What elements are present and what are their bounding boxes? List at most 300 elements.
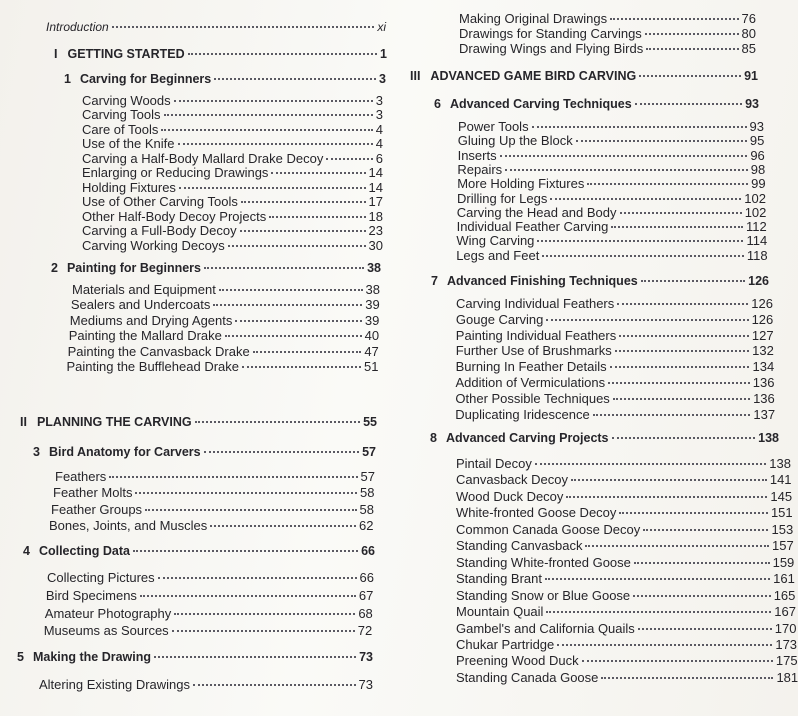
dot-leader [269, 216, 365, 218]
dot-leader [135, 492, 357, 494]
entry-page: 153 [771, 521, 794, 537]
toc-entry [459, 27, 756, 40]
dot-leader [608, 382, 750, 384]
dot-leader [228, 245, 366, 247]
dot-leader [178, 143, 373, 145]
dot-leader [214, 78, 376, 80]
toc-entry [47, 571, 374, 584]
toc-intro-title: Introduction [46, 20, 109, 34]
chapter-page: 38 [367, 261, 381, 275]
entry-title: Painting the Bufflehead Drake [66, 359, 239, 374]
entry-title: White-fronted Goose Decoy [456, 505, 617, 521]
entry-page: 112 [746, 219, 767, 235]
entry-title: Standing Canvasback [456, 538, 583, 554]
entry-title: Carving the Head and Body [456, 204, 617, 220]
toc-chapter-6 [434, 98, 759, 111]
dot-leader [611, 226, 743, 228]
toc-entry [67, 360, 379, 373]
entry-title: Standing Snow or Blue Goose [456, 587, 631, 603]
chapter-title: Bird Anatomy for Carvers [48, 445, 201, 459]
entry-title: Wood Duck Decoy [456, 488, 564, 504]
entry-page: 141 [769, 472, 792, 488]
entry-page: 58 [360, 485, 375, 501]
chapter-number: 1 [64, 72, 71, 86]
chapter-number: 5 [17, 650, 24, 664]
toc-entry [456, 605, 796, 618]
chapter-number: 3 [33, 445, 40, 459]
toc-entry [459, 42, 756, 55]
part-number: I [54, 47, 58, 61]
dot-leader [610, 366, 750, 368]
toc-entry [82, 152, 383, 165]
entry-title: Bird Specimens [45, 587, 137, 603]
entry-page: 145 [770, 488, 793, 504]
toc-chapter-8 [430, 432, 779, 445]
toc-entry [456, 671, 798, 684]
entry-title: Standing Brant [456, 571, 543, 587]
entry-title: Carving Individual Feathers [456, 296, 615, 311]
part-title: GETTING STARTED [67, 47, 185, 61]
dot-leader [610, 18, 738, 20]
entry-page: 181 [776, 669, 798, 685]
dot-leader [133, 550, 358, 552]
toc-chapter-3 [33, 446, 376, 459]
entry-page: 136 [752, 375, 775, 390]
dot-leader [566, 496, 767, 498]
toc-entry [82, 181, 383, 194]
entry-page: 126 [751, 296, 773, 311]
entry-page: 93 [749, 119, 764, 134]
entry-title: Other Half-Body Decoy Projects [82, 208, 267, 224]
entry-page: 67 [358, 587, 374, 603]
entry-title: Other Possible Techniques [455, 390, 610, 406]
chapter-number: 2 [51, 261, 58, 275]
entry-title: Bones, Joints, and Muscles [49, 517, 208, 533]
toc-entry [51, 503, 374, 516]
dot-leader [615, 350, 749, 352]
entry-title: Standing White-fronted Goose [456, 554, 631, 570]
entry-title: Drawing Wings and Flying Birds [459, 41, 644, 57]
entry-title: Legs and Feet [456, 247, 540, 263]
entry-title: Feather Molts [53, 485, 133, 501]
entry-title: Pintail Decoy [456, 456, 532, 471]
toc-entry [456, 490, 792, 503]
toc-entry [82, 166, 383, 179]
entry-page: 4 [375, 136, 383, 152]
dot-leader [210, 525, 356, 527]
entry-page: 85 [741, 41, 756, 57]
entry-title: Painting the Mallard Drake [68, 328, 222, 344]
dot-leader [271, 172, 365, 174]
dot-leader [174, 100, 373, 102]
entry-page: 96 [750, 147, 765, 163]
entry-title: Burning In Feather Details [455, 359, 607, 375]
dot-leader [240, 230, 366, 232]
entry-page: 30 [368, 237, 383, 253]
toc-entry [456, 249, 767, 262]
dot-leader [158, 577, 357, 579]
entry-title: Amateur Photography [44, 605, 172, 621]
entry-title: Museums as Sources [43, 623, 169, 639]
toc-entry [456, 539, 794, 552]
dot-leader [542, 255, 744, 257]
dot-leader [537, 240, 743, 242]
dot-leader [646, 48, 738, 50]
toc-entry [71, 298, 380, 311]
toc-entry [82, 137, 383, 150]
entry-title: Duplicating Iridescence [455, 406, 590, 422]
toc-part-3 [410, 70, 758, 83]
dot-leader [620, 212, 742, 214]
entry-page: 134 [752, 359, 775, 375]
dot-leader [204, 267, 364, 269]
entry-page: 72 [357, 623, 373, 639]
toc-entry [70, 314, 380, 327]
entry-title: Feather Groups [51, 501, 143, 517]
entry-page: 17 [368, 194, 383, 210]
entry-page: 138 [769, 456, 791, 471]
entry-title: Care of Tools [82, 121, 159, 137]
entry-page: 58 [359, 501, 374, 517]
dot-leader [571, 479, 767, 481]
entry-page: 4 [375, 121, 383, 137]
toc-entry [456, 572, 795, 585]
entry-page: 157 [772, 538, 794, 554]
dot-leader [619, 512, 768, 514]
chapter-number: 4 [23, 544, 30, 558]
entry-title: Enlarging or Reducing Drawings [82, 165, 269, 181]
dot-leader [601, 677, 773, 679]
dot-leader [546, 319, 748, 321]
part-number: III [410, 69, 421, 83]
dot-leader [253, 351, 362, 353]
entry-page: 23 [368, 223, 383, 239]
entry-title: Standing Canada Goose [456, 669, 599, 685]
part-page: 55 [363, 415, 377, 429]
dot-leader [140, 595, 356, 597]
toc-entry [456, 329, 774, 342]
toc-entry [55, 470, 375, 483]
entry-title: Altering Existing Drawings [39, 677, 191, 692]
toc-entry [456, 654, 798, 667]
dot-leader [161, 129, 372, 131]
entry-title: Use of Other Carving Tools [82, 194, 238, 210]
entry-title: Painting Individual Feathers [455, 327, 617, 343]
entry-title: Painting the Canvasback Drake [67, 343, 250, 359]
entry-page: 132 [752, 343, 774, 359]
entry-page: 3 [375, 107, 383, 123]
dot-leader [593, 414, 751, 416]
toc-entry [458, 120, 764, 133]
entry-page: 40 [364, 328, 380, 344]
toc-entry [456, 638, 797, 651]
entry-page: 39 [365, 297, 380, 313]
entry-page: 66 [359, 570, 374, 585]
part-title: ADVANCED GAME BIRD CARVING [430, 69, 637, 83]
dot-leader [204, 451, 359, 453]
entry-title: Gambel's and California Quails [456, 620, 635, 636]
entry-title: Carving Tools [82, 107, 161, 123]
entry-title: Holding Fixtures [82, 179, 176, 195]
entry-page: 118 [746, 247, 768, 263]
dot-leader [635, 103, 742, 105]
entry-page: 73 [358, 677, 373, 692]
dot-leader [612, 437, 756, 439]
chapter-page: 57 [362, 445, 376, 459]
entry-title: Feathers [55, 469, 107, 484]
toc-intro [46, 21, 386, 33]
toc-entry [82, 239, 383, 252]
entry-page: 80 [741, 26, 756, 42]
toc-part-1 [54, 48, 387, 61]
entry-title: Collecting Pictures [47, 570, 155, 585]
dot-leader [213, 304, 362, 306]
chapter-page: 126 [748, 274, 769, 288]
dot-leader [557, 644, 772, 646]
entry-page: 39 [364, 312, 380, 328]
dot-leader [500, 155, 748, 157]
dot-leader [109, 476, 357, 478]
dot-leader [587, 183, 748, 185]
entry-page: 167 [774, 604, 796, 620]
chapter-title: Collecting Data [38, 544, 130, 558]
toc-entry [455, 408, 775, 421]
dot-leader [535, 463, 766, 465]
chapter-page: 138 [758, 431, 779, 445]
toc-entry [458, 134, 765, 147]
entry-page: 165 [773, 587, 796, 603]
toc-entry [456, 523, 793, 536]
entry-title: Carving a Half-Body Mallard Drake Decoy [82, 150, 324, 166]
toc-entry [456, 506, 793, 519]
entry-page: 6 [375, 150, 383, 166]
dot-leader [179, 187, 366, 189]
entry-page: 38 [365, 282, 380, 297]
entry-title: Sealers and Undercoats [70, 297, 211, 313]
entry-title: Carving a Full-Body Decoy [82, 223, 237, 239]
chapter-number: 7 [431, 274, 438, 288]
part-page: 91 [744, 69, 758, 83]
toc-entry [44, 624, 373, 637]
entry-page: 170 [774, 620, 797, 636]
toc-entry [45, 607, 373, 620]
dot-leader [619, 335, 749, 337]
toc-entry [39, 678, 373, 691]
dot-leader [164, 114, 373, 116]
dot-leader [174, 613, 355, 615]
entry-title: Gouge Carving [455, 311, 544, 327]
toc-entry [456, 457, 791, 470]
entry-title: Common Canada Goose Decoy [456, 521, 641, 537]
entry-title: Materials and Equipment [72, 282, 216, 297]
chapter-title: Advanced Carving Projects [445, 431, 609, 445]
dot-leader [193, 684, 356, 686]
toc-entry [457, 220, 767, 233]
entry-page: 127 [751, 327, 774, 343]
dot-leader [219, 289, 363, 291]
dot-leader [582, 660, 773, 662]
dot-leader [634, 562, 770, 564]
toc-entry [456, 622, 797, 635]
toc-entry [457, 163, 765, 176]
entry-page: 18 [368, 208, 383, 224]
entry-title: Individual Feather Carving [456, 219, 609, 235]
entry-title: Carving Woods [82, 93, 171, 108]
entry-title: Addition of Vermiculations [455, 375, 606, 390]
toc-entry [82, 123, 383, 136]
entry-title: Gluing Up the Block [457, 133, 573, 149]
entry-title: Power Tools [458, 119, 529, 134]
entry-page: 14 [368, 179, 383, 195]
entry-page: 175 [775, 653, 798, 669]
toc-intro-page: xi [377, 20, 386, 34]
entry-title: More Holding Fixtures [457, 176, 585, 192]
toc-entry [456, 556, 794, 569]
toc-entry [82, 210, 383, 223]
chapter-number: 8 [430, 431, 437, 445]
toc-entry [457, 192, 766, 205]
toc-entry [459, 12, 756, 25]
dot-leader [195, 421, 361, 423]
toc-chapter-5 [17, 651, 373, 664]
dot-leader [505, 169, 748, 171]
dot-leader [643, 529, 768, 531]
dot-leader [241, 201, 366, 203]
toc-entry [49, 519, 374, 532]
toc-chapter-1 [64, 73, 386, 86]
dot-leader [172, 630, 355, 632]
dot-leader [613, 398, 750, 400]
toc-entry [82, 108, 383, 121]
entry-title: Carving Working Decoys [82, 237, 225, 253]
toc-entry [456, 589, 795, 602]
toc-entry [53, 486, 375, 499]
toc-entry [46, 589, 374, 602]
entry-page: 62 [359, 517, 374, 533]
entry-page: 51 [364, 359, 379, 374]
dot-leader [546, 611, 771, 613]
entry-title: Chukar Partridge [456, 636, 555, 652]
dot-leader [545, 578, 770, 580]
entry-page: 68 [358, 605, 373, 621]
dot-leader [188, 53, 377, 55]
dot-leader [641, 280, 745, 282]
dot-leader [145, 509, 356, 511]
chapter-page: 93 [745, 97, 759, 111]
dot-leader [585, 545, 769, 547]
chapter-title: Advanced Carving Techniques [449, 97, 632, 111]
dot-leader [633, 595, 771, 597]
entry-page: 99 [751, 176, 766, 192]
toc-entry [456, 376, 775, 389]
toc-chapter-7 [431, 275, 769, 288]
toc-entry [456, 360, 775, 373]
dot-leader [112, 26, 375, 28]
toc-entry [456, 344, 774, 357]
entry-title: Repairs [457, 161, 503, 177]
chapter-page: 66 [361, 544, 375, 558]
entry-page: 102 [744, 204, 767, 220]
dot-leader [154, 656, 356, 658]
toc-entry [69, 329, 379, 342]
toc-entry [68, 345, 379, 358]
dot-leader [639, 75, 741, 77]
entry-title: Further Use of Brushmarks [455, 343, 612, 359]
toc-entry [456, 297, 773, 310]
entry-page: 137 [753, 406, 776, 422]
chapter-number: 6 [434, 97, 441, 111]
part-page: 1 [380, 47, 387, 61]
chapter-title: Carving for Beginners [79, 72, 212, 86]
entry-page: 126 [751, 311, 774, 327]
chapter-page: 73 [359, 650, 373, 664]
entry-title: Wing Carving [456, 233, 535, 249]
entry-page: 3 [375, 93, 383, 108]
entry-page: 151 [770, 505, 793, 521]
toc-entry [458, 149, 765, 162]
dot-leader [576, 140, 747, 142]
entry-title: Mediums and Drying Agents [69, 312, 233, 328]
toc-entry [457, 206, 767, 219]
dot-leader [550, 198, 741, 200]
entry-page: 161 [773, 571, 795, 587]
entry-page: 76 [741, 11, 756, 26]
entry-page: 136 [753, 390, 775, 406]
entry-title: Canvasback Decoy [456, 472, 568, 488]
dot-leader [532, 126, 747, 128]
entry-page: 47 [364, 343, 379, 359]
toc-entry [456, 313, 773, 326]
toc-entry [72, 283, 380, 296]
dot-leader [617, 303, 748, 305]
entry-page: 14 [368, 165, 383, 181]
entry-title: Mountain Quail [456, 604, 544, 620]
entry-title: Preening Wood Duck [456, 653, 579, 669]
part-title: PLANNING THE CARVING [36, 415, 192, 429]
toc-chapter-2 [51, 262, 381, 275]
dot-leader [638, 628, 772, 630]
entry-page: 173 [775, 636, 798, 652]
toc-chapter-4 [23, 545, 375, 558]
dot-leader [326, 158, 372, 160]
entry-page: 159 [772, 554, 795, 570]
dot-leader [225, 335, 362, 337]
dot-leader [235, 320, 362, 322]
entry-title: Use of the Knife [82, 136, 175, 152]
toc-entry [82, 195, 383, 208]
toc-entry [457, 177, 765, 190]
entry-page: 95 [749, 133, 765, 149]
entry-page: 57 [360, 469, 375, 484]
toc-entry [456, 234, 767, 247]
entry-title: Drawings for Standing Carvings [459, 26, 642, 42]
entry-title: Inserts [457, 147, 497, 163]
toc-entry [455, 392, 774, 405]
toc-part-2 [20, 416, 377, 429]
toc-entry [456, 473, 792, 486]
entry-page: 98 [750, 161, 766, 177]
chapter-title: Making the Drawing [32, 650, 152, 664]
entry-title: Drilling for Legs [457, 190, 548, 206]
dot-leader [242, 366, 361, 368]
entry-page: 102 [744, 190, 766, 206]
entry-page: 114 [746, 233, 768, 249]
toc-entry [82, 224, 383, 237]
part-number: II [20, 415, 27, 429]
dot-leader [645, 33, 739, 35]
toc-entry [82, 94, 383, 107]
chapter-title: Painting for Beginners [66, 261, 201, 275]
